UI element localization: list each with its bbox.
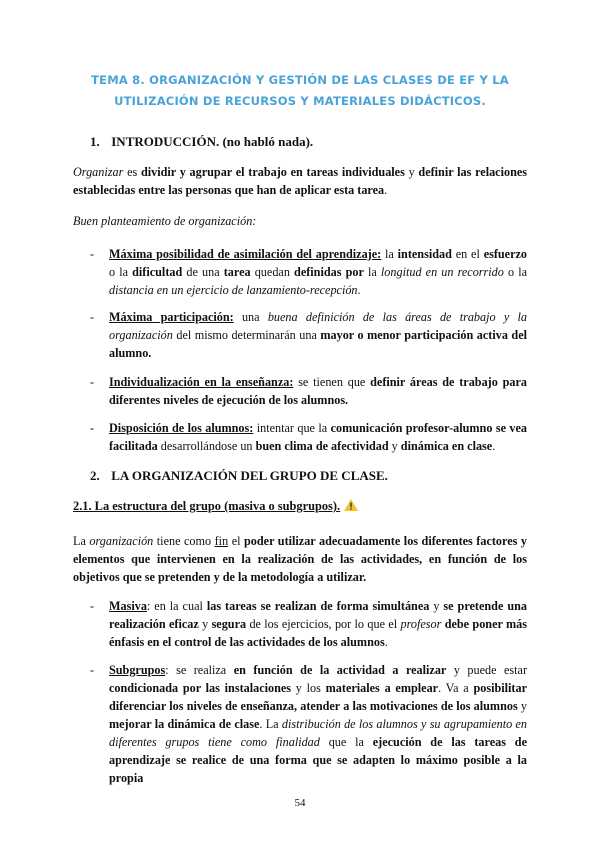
list-item [90, 373, 527, 409]
text-span: quedan [250, 265, 295, 279]
list-item-text [109, 661, 527, 787]
text-span: del mismo determinarán una [172, 328, 321, 342]
text-span: distancia en un ejercicio de lanzamiento-recepción [109, 283, 358, 297]
text-span: distribución de los alumnos y su agrupamiento en diferentes grupos tiene como finalidad [109, 717, 527, 749]
text-span: . [384, 183, 388, 197]
text-span: definidas por [294, 265, 364, 279]
bullet-dash: - [90, 310, 95, 324]
text-span: La [73, 534, 90, 548]
section-number: 1. [90, 134, 100, 149]
text-span: posibilitar diferenciar los niveles de enseñanza, atender a las motivaciones de los alumnos [109, 681, 527, 713]
text-span: comunicación profesor-alumno se vea facilitada [109, 421, 528, 453]
text-span: Organizar [73, 165, 124, 179]
text-span: en el [451, 247, 484, 261]
text-span: en función de la actividad a realizar [233, 663, 447, 677]
bullet-dash: - [90, 599, 95, 613]
organization-subheading: Buen planteamiento de organización: [73, 214, 257, 228]
text-span: dividir y agrupar el trabajo en tareas individuales [140, 165, 405, 179]
text-span: se pretende una realización eficaz [109, 599, 527, 631]
text-span: o la [109, 265, 133, 279]
text-span: se tienen que [293, 375, 371, 389]
section-title: INTRODUCCIÓN. (no habló nada). [111, 134, 314, 149]
text-span: Masiva [109, 599, 147, 613]
text-span: las tareas se realizan de forma simultánea [206, 599, 430, 613]
text-span: organización [89, 534, 154, 548]
text-span: es [123, 165, 141, 179]
text-span: poder utilizar adecuadamente los diferentes factores y elementos que intervienen en la realización de las actividades, en función de los objetivos que se pretenden y de la metodología a utilizar. [73, 534, 527, 584]
subsection-title: 2.1. La estructura del grupo (masiva o subgrupos). [73, 499, 341, 513]
text-span: mayor o menor participación activa del alumno. [109, 328, 527, 360]
text-span: condicionada por las instalaciones [109, 681, 292, 695]
intro-paragraph [73, 163, 527, 199]
list-item-text [109, 308, 527, 362]
list-item [90, 597, 527, 651]
list-item [90, 308, 527, 362]
text-span: de los ejercicios, por lo que el [246, 617, 401, 631]
text-span: esfuerzo [483, 247, 527, 261]
text-span: . La [259, 717, 282, 731]
text-span: . [384, 635, 388, 649]
text-span: intensidad [397, 247, 452, 261]
text-span: buena definición de las áreas de trabajo y la organización [109, 310, 527, 342]
bullet-dash: - [90, 247, 95, 261]
section-2-heading [90, 468, 388, 484]
text-span: segura [211, 617, 247, 631]
text-span: una [233, 310, 268, 324]
text-span: y los [291, 681, 326, 695]
subsection-heading [73, 499, 358, 514]
text-span: Máxima participación: [109, 310, 234, 324]
bullet-dash: - [90, 421, 95, 435]
list-item-text [109, 419, 527, 455]
text-span: dinámica en clase [400, 439, 493, 453]
text-span: buen clima de afectividad [255, 439, 389, 453]
text-span: de una [182, 265, 224, 279]
text-span: tiene como [153, 534, 215, 548]
text-span: y [429, 599, 444, 613]
text-span: y puede estar [446, 663, 528, 677]
section-number: 2. [90, 468, 100, 483]
text-span: desarrollándose un [157, 439, 256, 453]
structure-paragraph [73, 532, 527, 586]
text-span: o la [503, 265, 528, 279]
list-item [90, 245, 527, 299]
text-span: ejecución de las tareas de aprendizaje se realice de una forma que se adapten lo máximo posible a la propia [109, 735, 527, 785]
text-span: tarea [223, 265, 251, 279]
text-span: y [388, 439, 401, 453]
text-span: mejorar la dinámica de clase [109, 717, 260, 731]
text-span: profesor [400, 617, 442, 631]
text-span: y [517, 699, 527, 713]
list-item [90, 419, 527, 455]
text-span: Subgrupos [109, 663, 166, 677]
text-span: que la [319, 735, 373, 749]
text-span: intentar que la [253, 421, 331, 435]
text-span: . [357, 283, 361, 297]
text-span: dificultad [132, 265, 183, 279]
text-span: la [363, 265, 381, 279]
list-item-text [109, 245, 527, 299]
text-span: definir áreas de trabajo para diferentes niveles de ejecución de los alumnos. [109, 375, 527, 407]
text-span: definir las relaciones establecidas entre las personas que han de aplicar esta tarea [73, 165, 528, 197]
title-line-1: TEMA 8. ORGANIZACIÓN Y GESTIÓN DE LAS CLASES DE EF Y LA [91, 73, 509, 87]
text-span: longitud en un recorrido [380, 265, 504, 279]
bullet-dash: - [90, 663, 95, 677]
text-span: fin [214, 534, 229, 548]
text-span: : en la cual [146, 599, 207, 613]
text-span: y [198, 617, 212, 631]
text-span: el [228, 534, 245, 548]
page-number: 54 [294, 797, 306, 809]
text-span: Disposición de los alumnos: [109, 421, 254, 435]
list-item-text [109, 373, 527, 409]
section-1-heading [90, 134, 313, 150]
text-span: Individualización en la enseñanza: [109, 375, 294, 389]
list-item [90, 661, 527, 787]
text-span: y [404, 165, 419, 179]
document-title [60, 70, 540, 112]
text-span: debe poner más énfasis en el control de las actividades de los alumnos [109, 617, 528, 649]
title-line-2: UTILIZACIÓN DE RECURSOS Y MATERIALES DIDÁCTICOS. [114, 94, 486, 108]
text-span: materiales a emplear [325, 681, 439, 695]
section-title: LA ORGANIZACIÓN DEL GRUPO DE CLASE. [111, 468, 388, 483]
text-span: la [381, 247, 398, 261]
text-span: . Va a [438, 681, 474, 695]
bullet-dash: - [90, 375, 95, 389]
list-item-text [109, 597, 527, 651]
text-span: . [492, 439, 496, 453]
text-span: Máxima posibilidad de asimilación del aprendizaje: [109, 247, 382, 261]
text-span: : se realiza [165, 663, 234, 677]
warning-icon [344, 499, 358, 511]
